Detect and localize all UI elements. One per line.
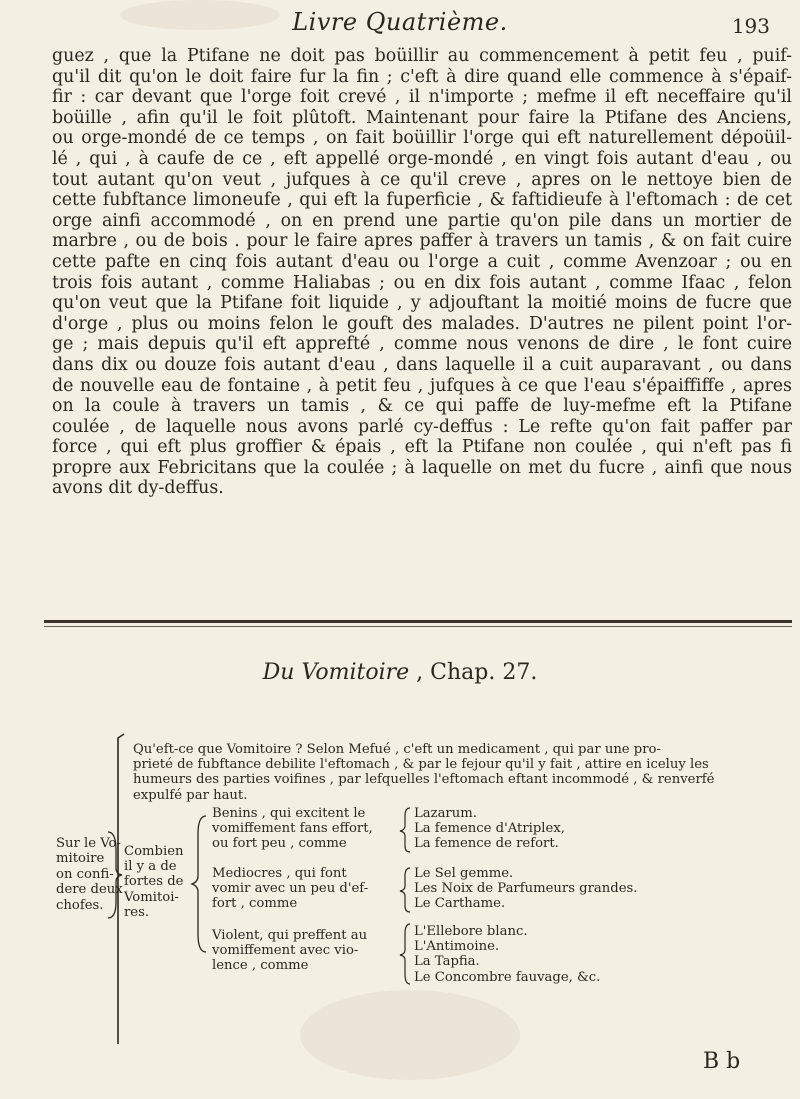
margin-note-line: chofes. [56, 897, 104, 913]
item-line: La femence de refort. [414, 836, 559, 852]
body-paragraph [52, 46, 792, 499]
group-desc-line: ou fort peu , comme [212, 836, 347, 852]
group-brace [398, 806, 414, 854]
definition-block [133, 742, 714, 803]
body-line: on la coule à travers un tamis , & ce qui paffe de luy-mefme eft la Ptifane [52, 396, 792, 417]
body-line: orge ainfi accommodé , on en prend une partie qu'on pile dans un mortier de [52, 210, 792, 231]
group-desc-line: lence , comme [212, 958, 309, 974]
chapter-heading-italic: Du Vomitoire [262, 660, 410, 685]
margin-note-line: dere deux [56, 882, 123, 898]
body-line: qu'il dit qu'on le doit faire fur la fin ; c'eft à dire quand elle commence à s'épaif- [52, 66, 792, 87]
body-line: lé , qui , à caufe de ce , eft appellé orge-mondé , en vingt fois autant d'eau , ou [52, 148, 792, 169]
body-line: marbre , ou de bois . pour le faire apres paffer à travers un tamis , & on fait cuire [52, 231, 792, 252]
vomitoire-group-benins [212, 806, 373, 852]
vomitoire-items-mediocres [414, 866, 637, 912]
vomitoire-group-violent [212, 928, 367, 974]
item-line: Lazarum. [414, 806, 477, 821]
body-line: ge ; mais depuis qu'il eft apprefté , comme nous venons de dire , le font cuire [52, 334, 792, 355]
margin-note-line: on confi- [56, 866, 114, 882]
signature-mark: B b [703, 1049, 741, 1074]
group-desc-line: vomiffement fans effort, [212, 821, 373, 837]
group-desc-line: fort , comme [212, 896, 298, 912]
running-title: Livre Quatrième. [292, 8, 508, 36]
margin-note-line: Sur le Vo- [56, 836, 121, 851]
vomitoire-items-benins [414, 806, 565, 852]
group-desc-line: Mediocres , qui font [212, 866, 347, 881]
margin-brace [104, 830, 124, 920]
item-line: Les Noix de Parfumeurs grandes. [414, 881, 638, 897]
definition-line: humeurs des parties voifines , par lefquelles l'eftomach eftant incommodé , & renverfé [133, 772, 715, 788]
body-line: coulée , de laquelle nous avons parlé cy-deffus : Le refte qu'on fait paffer par [52, 416, 792, 437]
body-line: trois fois autant , comme Haliabas ; ou en dix fois autant , comme Ifaac , felon [52, 272, 792, 293]
group-brace [398, 866, 414, 914]
item-line: La femence d'Atriplex, [414, 821, 565, 837]
body-line: tout autant qu'on veut , jufques à ce qu'il creve , apres on le nettoye bien de [52, 169, 792, 190]
group-desc-line: Benins , qui excitent le [212, 806, 366, 821]
item-line: L'Antimoine. [414, 939, 500, 955]
combien-brace [190, 814, 212, 954]
body-line: cette pafte en cinq fois autant d'eau ou l'orge a cuit , comme Avenzoar ; ou en [52, 251, 792, 272]
item-line: Le Carthame. [414, 896, 506, 912]
group-desc-line: Violent, qui preffent au [212, 928, 368, 943]
item-line: Le Concombre fauvage, &c. [414, 969, 601, 985]
body-line: guez , que la Ptifane ne doit pas boüillir au commencement à petit feu , puif- [52, 46, 792, 66]
body-line: de nouvelle eau de fontaine , à petit feu , jufques à ce que l'eau s'épaiffiffe , apres [52, 375, 792, 396]
combien-line: fortes de [124, 874, 184, 890]
page-number: 193 [731, 14, 770, 38]
combien-line: Vomitoi- [124, 889, 179, 905]
item-line: Le Sel gemme. [414, 866, 514, 881]
chapter-heading [0, 660, 800, 685]
body-line: fir : car devant que l'orge foit crevé , il n'importe ; mefme il eft neceffaire qu'il [52, 87, 792, 108]
paper-stain [300, 990, 520, 1080]
body-line: force , qui eft plus groffier & épais , eft la Ptifane non coulée , qui n'eft pas fi [52, 437, 792, 458]
body-line: d'orge , plus ou moins felon le gouft des malades. D'autres ne pilent point l'or- [52, 313, 792, 334]
group-desc-line: vomir avec un peu d'ef- [212, 881, 369, 897]
combien-line: il y a de [124, 859, 177, 875]
section-rule [44, 620, 792, 623]
combien-line: res. [124, 904, 150, 920]
body-line: propre aux Febricitans que la coulée ; à laquelle on met du fucre , ainfi que nous [52, 457, 792, 478]
body-line: qu'on veut que la Ptifane foit liquide , y adjouftant la moitié moins de fucre que [52, 293, 792, 314]
body-line: ou orge-mondé de ce temps , on fait boüillir l'orge qui eft naturellement dépoüil- [52, 128, 792, 149]
body-line: cette fubftance limoneufe , qui eft la fuperficie , & faftidieufe à l'eftomach : de cet [52, 190, 792, 211]
body-line: avons dit dy-deffus. [52, 478, 224, 499]
definition-line: Qu'eft-ce que Vomitoire ? Selon Mefué , c'eft un medicament , qui par une pro- [133, 742, 661, 757]
combien-label [124, 844, 184, 920]
item-line: L'Ellebore blanc. [414, 924, 528, 939]
vomitoire-items-violent [414, 924, 600, 985]
definition-line: expulfé par haut. [133, 787, 248, 803]
group-desc-line: vomiffement avec vio- [212, 943, 359, 959]
vomitoire-group-mediocres [212, 866, 368, 912]
group-brace [398, 922, 414, 986]
definition-line: prieté de fubftance debilite l'eftomach , & par le fejour qu'il y fait , attire en iceluy les [133, 757, 709, 773]
chapter-heading-rest: , Chap. 27. [409, 660, 538, 685]
margin-note-line: mitoire [56, 851, 105, 867]
body-line: boüille , afin qu'il le foit plûtoft. Maintenant pour faire la Ptifane des Anciens, [52, 107, 792, 128]
section-rule-thin [44, 626, 792, 627]
combien-line: Combien [124, 844, 184, 859]
body-line: dans dix ou douze fois autant d'eau , dans laquelle il a cuit auparavant , ou dans [52, 354, 792, 375]
item-line: La Tapfia. [414, 954, 480, 970]
